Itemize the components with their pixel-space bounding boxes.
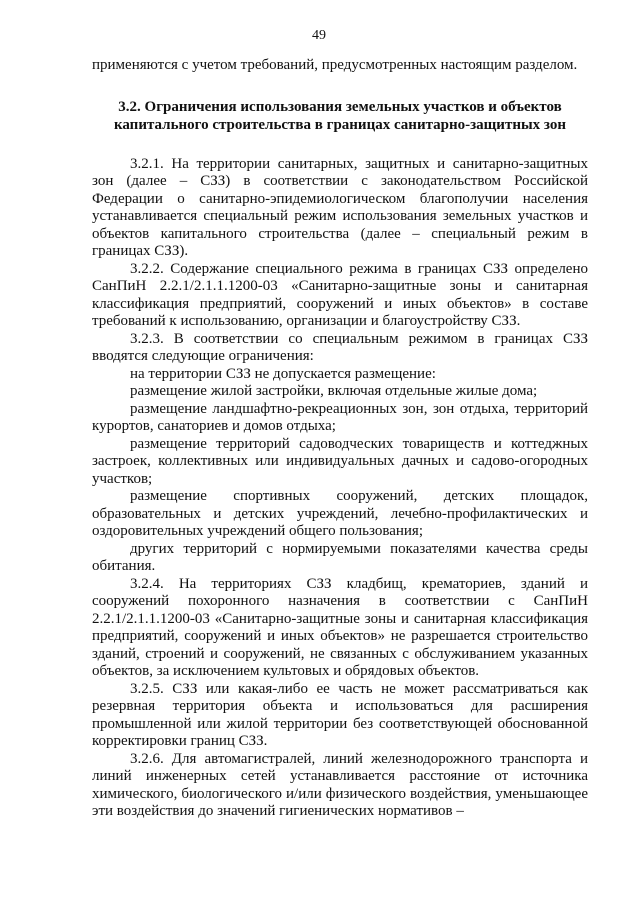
paragraph-3-2-4: 3.2.4. На территориях СЗЗ кладбищ, крематориев, зданий и сооружений похоронного назначения в соответствии с СанПиН 2.2.1/2.1.1.1200-03 «Санитарно-защитные зоны и санитарная классификация предприятий, сооружений и иных объектов» не разрешается строительство зданий, строений и сооружений, не связанных с обслуживанием указанных объектов, за исключением культовых и обрядовых объектов. <box>92 575 588 679</box>
restriction-item: размещение территорий садоводческих товариществ и коттеджных застроек, коллективных или индивидуальных дачных и садово-огородных участков; <box>92 435 588 487</box>
paragraph-3-2-6: 3.2.6. Для автомагистралей, линий железнодорожного транспорта и линий инженерных сетей устанавливается расстояние от источника химического, биологического и/или физического воздействия, уменьшающее эти воздействия до значений гигиенических нормативов – <box>92 750 588 819</box>
restriction-item: размещение ландшафтно-рекреационных зон, зон отдыха, территорий курортов, санаториев и домов отдыха; <box>92 400 588 434</box>
document-body <box>92 57 588 821</box>
restriction-item: других территорий с нормируемыми показателями качества среды обитания. <box>92 540 588 574</box>
restriction-item: размещение спортивных сооружений, детских площадок, образовательных и детских учреждений, лечебно-профилактических и оздоровительных учреждений общего пользования; <box>92 488 588 539</box>
restriction-intro: на территории СЗЗ не допускается размещение: <box>130 365 436 382</box>
paragraph-3-2-3: 3.2.3. В соответствии со специальным режимом в границах СЗЗ вводятся следующие ограничения: <box>92 330 588 364</box>
page-number: 49 <box>312 28 326 43</box>
restriction-item: размещение жилой застройки, включая отдельные жилые дома; <box>130 383 538 399</box>
paragraph-3-2-1: 3.2.1. На территории санитарных, защитных и санитарно-защитных зон (далее – СЗЗ) в соответствии с законодательством Российской Федерации о санитарно-эпидемиологическом благополучии населения устанавливается специальный режим использования земельных участков и объектов капитального строительства (далее – специальный режим в границах СЗЗ). <box>92 155 588 259</box>
paragraph-3-2-5: 3.2.5. СЗЗ или какая-либо ее часть не может рассматриваться как резервная территория объекта и использоваться для расширения промышленной или жилой территории без соответствующей обоснованной корректировки границ СЗЗ. <box>92 680 588 749</box>
paragraph-3-2-2: 3.2.2. Содержание специального режима в границах СЗЗ определено СанПиН 2.2.1/2.1.1.1200-03 «Санитарно-защитные зоны и санитарная классификация предприятий, сооружений и иных объектов» в составе требований к использованию, организации и благоустройству СЗЗ. <box>92 260 588 329</box>
section-heading: 3.2. Ограничения использования земельных участков и объектов капитального строительства в границах санитарно-защитных зон <box>113 98 567 133</box>
paragraph-continuation: применяются с учетом требований, предусмотренных настоящим разделом. <box>92 57 578 73</box>
